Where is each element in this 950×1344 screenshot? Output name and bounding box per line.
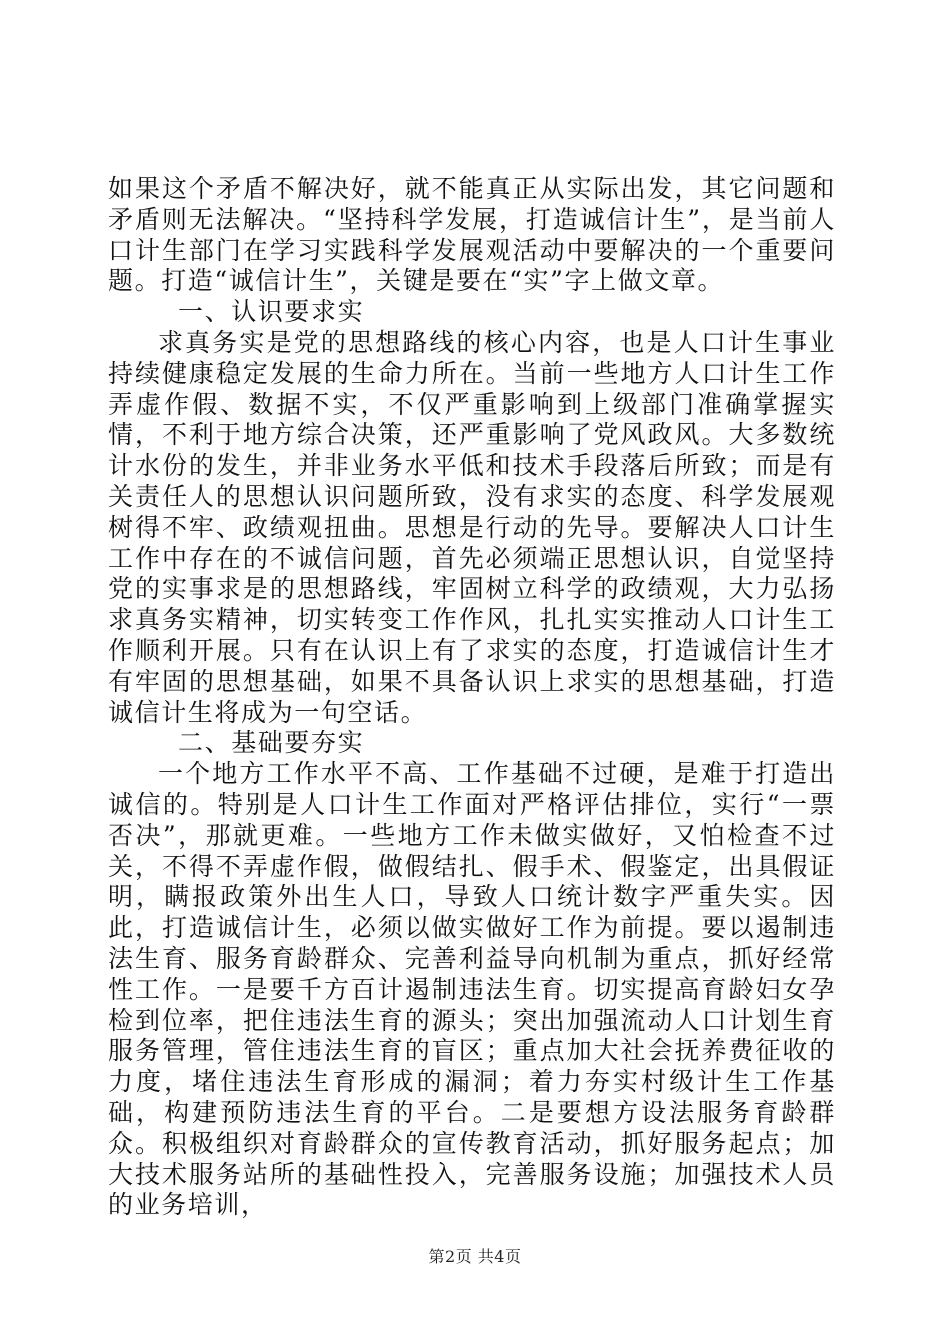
paragraph-continuation: 如果这个矛盾不解决好，就不能真正从实际出发，其它问题和矛盾则无法解决。“坚持科学发展，打造诚信计生”，是当前人口计生部门在学习实践科学发展观活动中要解决的一个重要问题。打造“诚信计生”，关键是要在“实”字上做文章。 [108,174,836,296]
section-heading-1: 一、认识要求实 [178,297,365,327]
paragraph-section-2: 一个地方工作水平不高、工作基础不过硬，是难于打造出诚信的。特别是人口计生工作面对严格评估排位，实行“一票否决”，那就更难。一些地方工作未做实做好，又怕检查不过关，不得不弄虚作假，做假结扎、假手术、假鉴定，出具假证明，瞒报政策外出生人口，导致人口统计数字严重失实。因此，打造诚信计生，必须以做实做好工作为前提。要以遏制违法生育、服务育龄群众、完善利益导向机制为重点，抓好经常性工作。一是要千方百计遏制违法生育。切实提高育龄妇女孕检到位率，把住违法生育的源头；突出加强流动人口计划生育服务管理，管住违法生育的盲区；重点加大社会抚养费征收的力度，堵住违法生育形成的漏洞；着力夯实村级计生工作基础，构建预防违法生育的平台。二是要想方设法服务育龄群众。积极组织对育龄群众的宣传教育活动，抓好服务起点；加大技术服务站所的基础性投入，完善服务设施；加强技术人员的业务培训， [108,759,836,1220]
page-footer: 第2页 共4页 [428,1247,522,1266]
document-body [108,174,836,1221]
paragraph-section-1: 求真务实是党的思想路线的核心内容，也是人口计生事业持续健康稳定发展的生命力所在。当前一些地方人口计生工作弄虚作假、数据不实，不仅严重影响到上级部门准确掌握实情，不利于地方综合决策，还严重影响了党风政风。大多数统计水份的发生，并非业务水平低和技术手段落后所致；而是有关责任人的思想认识问题所致，没有求实的态度、科学发展观树得不牢、政绩观扭曲。思想是行动的先导。要解决人口计生工作中存在的不诚信问题，首先必须端正思想认识，自觉坚持党的实事求是的思想路线，牢固树立科学的政绩观，大力弘扬求真务实精神，切实转变工作作风，扎扎实实推动人口计生工作顺利开展。只有在认识上有了求实的态度，打造诚信计生才有牢固的思想基础，如果不具备认识上求实的思想基础，打造诚信计生将成为一句空话。 [108,327,836,727]
section-heading-2: 二、基础要夯实 [178,728,365,758]
